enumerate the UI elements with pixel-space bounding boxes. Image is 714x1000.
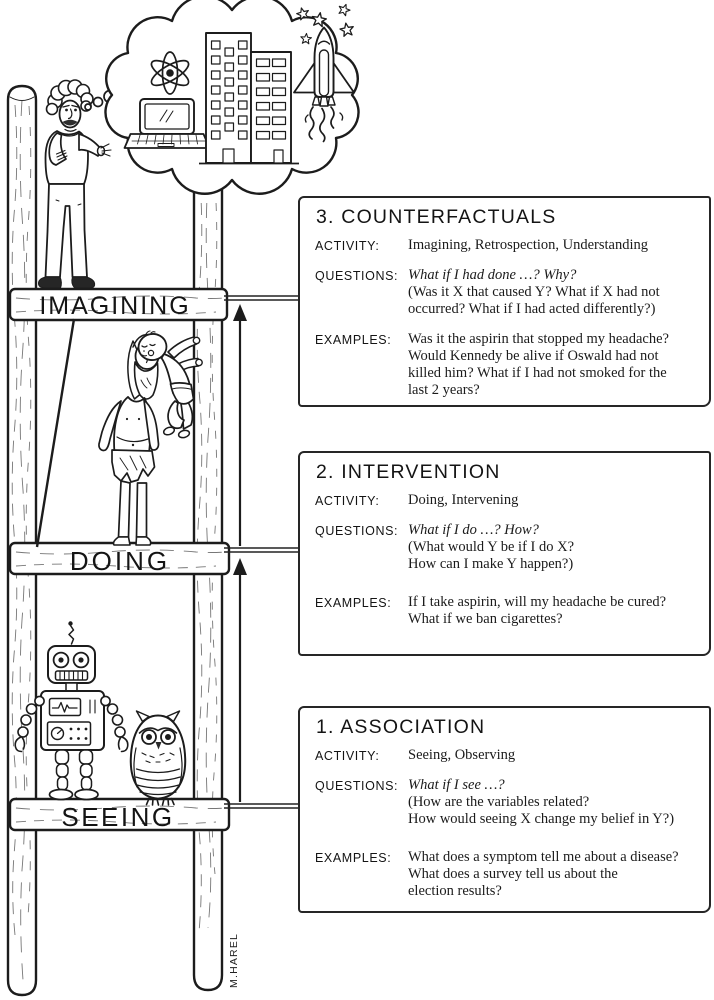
questions-row (315, 777, 699, 828)
panel-title: 2. INTERVENTION (316, 461, 501, 483)
activity-label: ACTIVITY: (315, 239, 380, 254)
activity-row (315, 237, 699, 254)
example-line: If I take aspirin, will my headache be cured? (408, 594, 667, 611)
activity-row (315, 492, 699, 509)
ladder-left-pole (8, 86, 36, 995)
connector-imagining (224, 296, 300, 300)
example-line: election results? (408, 883, 502, 900)
counterfactuals-panel (298, 196, 711, 407)
questions-value (408, 777, 699, 828)
panel-title: 3. COUNTERFACTUALS (316, 206, 557, 228)
questions-label: QUESTIONS: (315, 779, 399, 794)
connector-seeing (224, 804, 300, 808)
up-arrow-doing-to-imagining (233, 304, 247, 546)
activity-label: ACTIVITY: (315, 749, 380, 764)
up-arrow-seeing-to-doing (233, 558, 247, 802)
examples-value (408, 849, 699, 900)
question-lead: What if I do …? How? (408, 522, 539, 539)
questions-row (315, 267, 699, 318)
rung-label-seeing: SEEING (61, 802, 175, 832)
examples-value (408, 594, 699, 628)
examples-value (408, 331, 699, 399)
association-panel (298, 706, 711, 913)
panel-title: 1. ASSOCIATION (316, 716, 486, 738)
question-line: How can I make Y happen?) (408, 556, 574, 573)
questions-row (315, 522, 699, 573)
example-line: Would Kennedy be alive if Oswald had not (408, 348, 659, 365)
question-line: occurred? What if I had acted differently?) (408, 301, 656, 318)
activity-value: Seeing, Observing (408, 747, 516, 764)
buildings-icon (199, 33, 299, 164)
activity-value: Doing, Intervening (408, 492, 519, 509)
artist-signature: M.HAREL (228, 932, 240, 988)
question-line: (How are the variables related? (408, 794, 590, 811)
rung-label-doing: DOING (69, 546, 171, 576)
intervention-panel (298, 451, 711, 656)
example-line: Was it the aspirin that stopped my headache? (408, 331, 669, 348)
question-lead: What if I see …? (408, 777, 505, 794)
activity-row (315, 747, 699, 764)
rung-label-imagining: IMAGINING (39, 292, 191, 320)
questions-label: QUESTIONS: (315, 524, 399, 539)
activity-value: Imagining, Retrospection, Understanding (408, 237, 649, 254)
owl-figure (131, 711, 185, 805)
questions-label: QUESTIONS: (315, 269, 399, 284)
question-line: How would seeing X change my belief in Y?) (408, 811, 675, 828)
example-line: killed him? What if I had not smoked for the (408, 365, 667, 382)
question-line: (Was it X that caused Y? What if X had not (408, 284, 660, 301)
question-lead: What if I had done …? Why? (408, 267, 577, 284)
example-line: What does a symptom tell me about a disease? (408, 849, 679, 866)
questions-value (408, 522, 699, 573)
einstein-figure (38, 80, 111, 288)
questions-value (408, 267, 699, 318)
connector-doing (224, 548, 300, 552)
examples-row (315, 331, 699, 399)
examples-label: EXAMPLES: (315, 333, 392, 348)
examples-label: EXAMPLES: (315, 851, 392, 866)
example-line: What if we ban cigarettes? (408, 611, 563, 628)
examples-row (315, 594, 699, 628)
activity-label: ACTIVITY: (315, 494, 380, 509)
example-line: What does a survey tell us about the (408, 866, 618, 883)
examples-label: EXAMPLES: (315, 596, 392, 611)
examples-row (315, 849, 699, 900)
question-line: (What would Y be if I do X? (408, 539, 575, 556)
example-line: last 2 years? (408, 382, 480, 399)
